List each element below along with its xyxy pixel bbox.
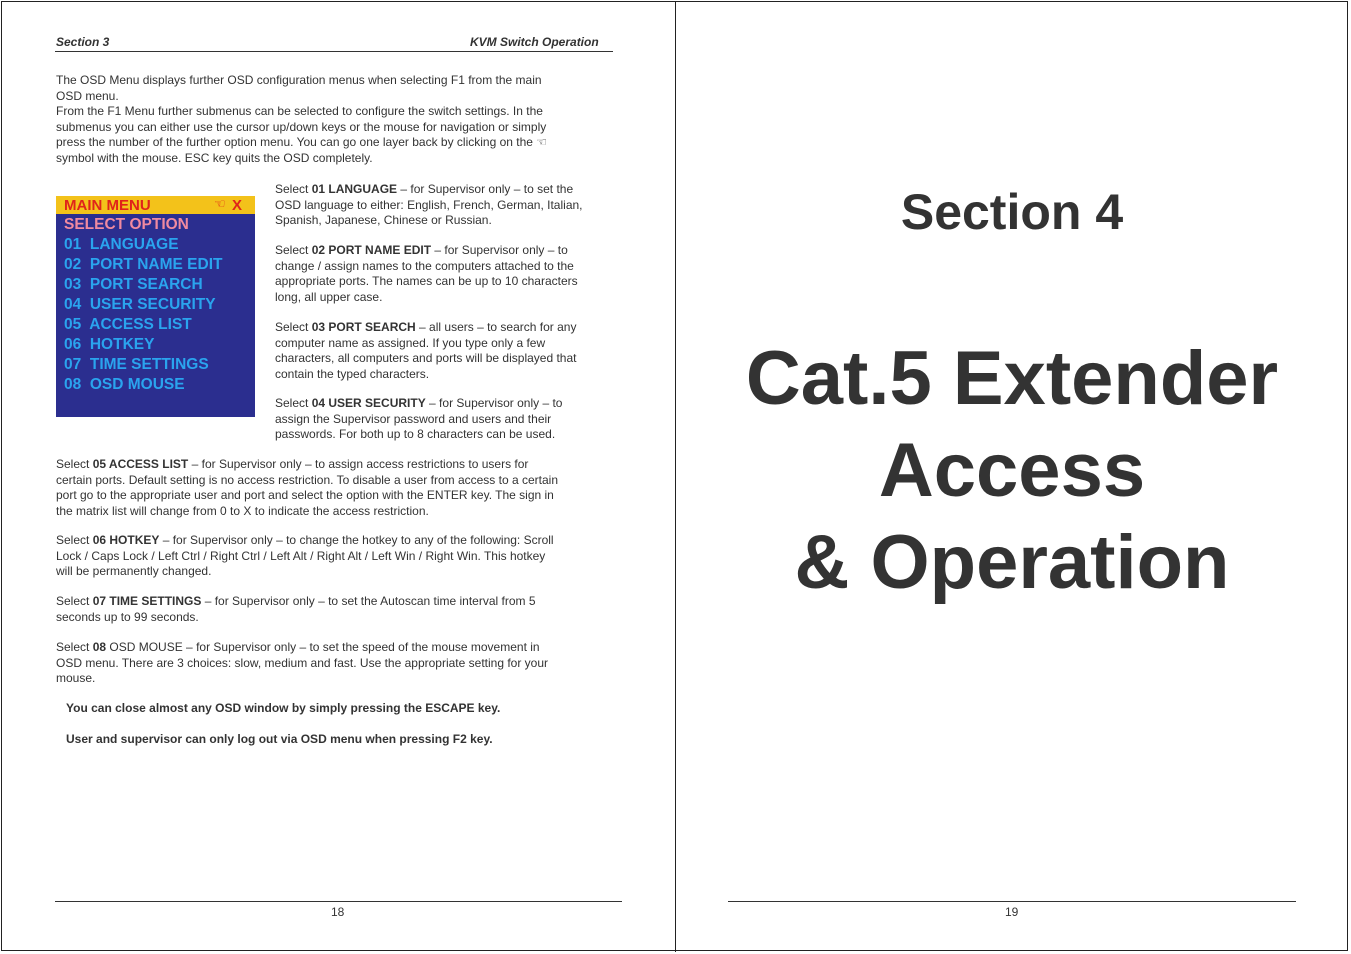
close-icon: X: [232, 197, 243, 214]
description-first-line: Select 08 OSD MOUSE – for Supervisor only – to set the speed of the mouse movement in: [56, 640, 540, 654]
description-language: [275, 182, 617, 229]
description-access-list: [56, 457, 618, 519]
intro-line: From the F1 Menu further submenus can be selected to configure the switch settings. In the: [56, 104, 543, 118]
description-line: characters, all computers and ports will be displayed that: [275, 351, 577, 365]
description-line: certain ports. Default setting is no access restriction. To disable a user from access to a certain: [56, 472, 559, 487]
description-user-security: [275, 396, 617, 443]
description-line: contain the typed characters.: [275, 366, 430, 381]
description-line: OSD menu. There are 3 choices: slow, medium and fast. Use the appropriate setting for your: [56, 655, 549, 670]
page-number-left: 18: [331, 905, 345, 919]
intro-paragraph: [56, 73, 616, 166]
osd-item-hotkey: 06 HOTKEY: [64, 336, 155, 353]
footer-rule-left: [55, 901, 622, 902]
page-number-right: 19: [1005, 905, 1019, 919]
running-header-section: Section 3: [56, 35, 110, 49]
description-line: will be permanently changed.: [56, 564, 212, 578]
osd-item-access-list: 05 ACCESS LIST: [64, 316, 192, 333]
description-line: port go to the appropriate user and port and select the option with the ENTER key. The sign in: [56, 488, 554, 502]
description-line: passwords. For both up to 8 characters can be used.: [275, 427, 556, 441]
osd-item-user-security: 04 USER SECURITY: [64, 296, 216, 313]
intro-line: symbol with the mouse. ESC key quits the OSD completely.: [56, 150, 373, 165]
chapter-title-line-2: Access: [878, 428, 1146, 513]
chapter-title-line-1: Cat.5 Extender: [745, 336, 1279, 421]
description-hotkey: [56, 533, 618, 580]
osd-main-menu-illustration: [56, 196, 255, 417]
intro-line: OSD menu.: [56, 88, 119, 103]
back-hand-icon: ☜: [214, 196, 226, 211]
description-line: seconds up to 99 seconds.: [56, 609, 199, 624]
note-logout: User and supervisor can only log out via OSD menu when pressing F2 key.: [66, 732, 493, 746]
description-first-line: Select 03 PORT SEARCH – all users – to search for any: [275, 320, 577, 334]
osd-title: MAIN MENU: [64, 197, 151, 214]
footer-rule-right: [728, 901, 1296, 902]
running-header-title: KVM Switch Operation: [470, 35, 599, 49]
osd-item-language: 01 LANGUAGE: [64, 236, 179, 253]
description-first-line: Select 06 HOTKEY – for Supervisor only – to change the hotkey to any of the following: Scroll: [56, 533, 554, 547]
description-line: change / assign names to the computers attached to the: [275, 258, 574, 273]
note-escape-key: You can close almost any OSD window by simply pressing the ESCAPE key.: [66, 701, 501, 715]
description-first-line: Select 04 USER SECURITY – for Supervisor only – to: [275, 396, 563, 410]
description-time-settings: [56, 594, 618, 625]
osd-item-osd-mouse: 08 OSD MOUSE: [64, 376, 185, 393]
description-first-line: Select 01 LANGUAGE – for Supervisor only – to set the: [275, 182, 574, 196]
description-line: computer name as assigned. If you type only a few: [275, 335, 546, 350]
description-line: assign the Supervisor password and users and their: [275, 411, 552, 426]
description-first-line: Select 02 PORT NAME EDIT – for Supervisor only – to: [275, 243, 568, 257]
intro-line: press the number of the further option menu. You can go one layer back by clicking on the ☜: [56, 135, 548, 149]
description-line: appropriate ports. The names can be up to 10 characters: [275, 274, 578, 288]
section-heading: Section 4: [900, 184, 1124, 240]
chapter-title-line-3: & Operation: [794, 520, 1230, 605]
description-line: OSD language to either: English, French, German, Italian,: [275, 197, 583, 212]
description-port-search: [275, 320, 617, 382]
header-rule: [55, 51, 613, 52]
description-line: Lock / Caps Lock / Left Ctrl / Right Ctrl / Left Alt / Right Alt / Left Win / Right Win. This hotkey: [56, 548, 546, 563]
description-line: Spanish, Japanese, Chinese or Russian.: [275, 213, 492, 227]
intro-line: The OSD Menu displays further OSD configuration menus when selecting F1 from the main: [56, 73, 542, 87]
osd-select-label: SELECT OPTION: [64, 216, 189, 233]
description-osd-mouse: [56, 640, 618, 687]
osd-item-port-search: 03 PORT SEARCH: [64, 276, 203, 293]
description-first-line: Select 07 TIME SETTINGS – for Supervisor only – to set the Autoscan time interval from 5: [56, 594, 536, 608]
intro-line: submenus you can either use the cursor up/down keys or the mouse for navigation or simply: [56, 119, 547, 134]
description-port-name-edit: [275, 243, 617, 305]
description-first-line: Select 05 ACCESS LIST – for Supervisor only – to assign access restrictions to users for: [56, 457, 529, 471]
description-line: long, all upper case.: [275, 289, 383, 304]
osd-item-time-settings: 07 TIME SETTINGS: [64, 356, 209, 373]
osd-item-port-name-edit: 02 PORT NAME EDIT: [64, 256, 223, 273]
description-line: the matrix list will change from 0 to X to indicate the access restriction.: [56, 503, 429, 518]
description-line: mouse.: [56, 671, 96, 685]
